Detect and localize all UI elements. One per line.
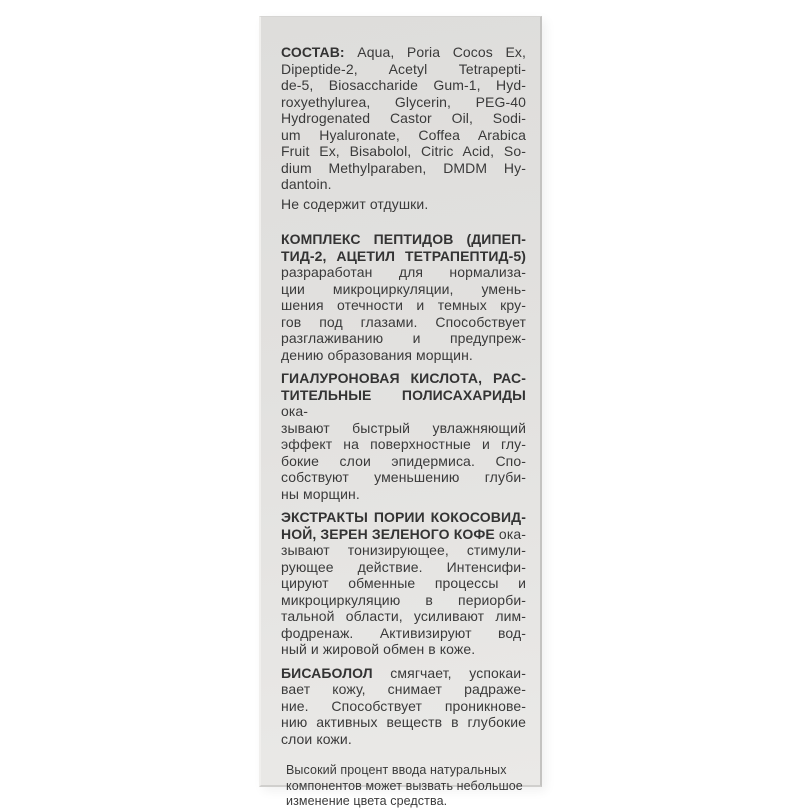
text-line (281, 370, 526, 387)
section-heading: СОСТАВ: (281, 44, 345, 60)
text-line: зывают быстрый увлажняющий (281, 419, 526, 436)
text-line (281, 231, 526, 248)
text-line: фодренаж. Активизируют вод- (281, 624, 526, 641)
section-heading: ТИТЕЛЬНЫЕ ПОЛИСАХАРИДЫ (281, 386, 526, 403)
text-line: вает кожу, снимает радраже- (281, 681, 526, 697)
text-line: НОЙ, ЗЕРЕН ЗЕЛЕНОГО КОФЕ ока- (281, 525, 526, 542)
text-line: разраработан для нормализа- (281, 264, 526, 280)
text-line: Не содержит отдушки. (281, 195, 429, 212)
text-line: СОСТАВ: Aqua, Poria Cocos Ex, (281, 44, 526, 60)
section-heading: ГИАЛУРОНОВАЯ КИСЛОТА, РАС- (281, 370, 526, 386)
text-line (281, 248, 526, 265)
text-line: рующее действие. Интенсифи- (281, 558, 526, 575)
section-heading: ЭКСТРАКТЫ ПОРИИ КОКОСОВИД- (281, 509, 526, 525)
text-line: Hydrogenated Castor Oil, Sodi- (281, 110, 526, 126)
text-line: ние. Способствует проникнове- (281, 697, 526, 714)
text-line: слои кожи. (281, 730, 352, 747)
section-heading: БИСАБОЛОЛ (281, 664, 373, 681)
paragraph-no-fragrance (281, 196, 526, 213)
paragraph-extracts (281, 509, 526, 658)
paragraph-bisabolol (281, 665, 526, 748)
text-line: гов под глазами. Способствует (281, 313, 526, 330)
text-line: микроциркуляцию в периорби- (281, 591, 526, 608)
text-line: dium Methylparaben, DMDM Hy- (281, 159, 526, 176)
paragraph-hyaluronic (281, 370, 526, 502)
text-line: dantoin. (281, 176, 332, 192)
text-line: de-5, Biosaccharide Gum-1, Hyd- (281, 77, 526, 93)
paragraph-peptide-complex (281, 231, 526, 363)
label-panel (259, 16, 542, 808)
paragraph-ingredients (281, 44, 526, 193)
text-line: зывают тонизирующее, стимули- (281, 542, 526, 558)
text-line (281, 509, 526, 526)
text-line: цируют обменные процессы и (281, 575, 526, 591)
text-line: компонентов может вызвать небольшое (286, 778, 523, 793)
text-line: разглаживанию и предупреж- (281, 330, 526, 346)
text-line: Fruit Ex, Bisabolol, Citric Acid, So- (281, 143, 526, 159)
paragraph-color-note (286, 763, 526, 810)
text-line: Высокий процент ввода натуральных (286, 763, 507, 777)
section-heading: НОЙ, ЗЕРЕН ЗЕЛЕНОГО КОФЕ (281, 525, 495, 542)
text-line: тальной области, усиливают лим- (281, 608, 526, 624)
text-line: Dipeptide-2, Acetyl Tetrapepti- (281, 60, 526, 77)
text-line: ны морщин. (281, 485, 360, 502)
text-line: roxyethylurea, Glycerin, PEG-40 (281, 93, 526, 110)
text-line: бокие слои эпидермиса. Спо- (281, 452, 526, 469)
text-line: эффект на поверхностные и глу- (281, 436, 526, 452)
text-line: ТИТЕЛЬНЫЕ ПОЛИСАХАРИДЫ ока- (281, 386, 526, 419)
text-line: шения отечности и темных кру- (281, 297, 526, 313)
label-sections (281, 44, 526, 810)
section-heading: ТИД-2, АЦЕТИЛ ТЕТРАПЕПТИД-5) (281, 247, 526, 264)
text-line: БИСАБОЛОЛ смягчает, успокаи- (281, 664, 526, 681)
text-line: изменение цвета средства. (286, 794, 448, 808)
text-line: ный и жировой обмен в коже. (281, 641, 476, 657)
text-line: нию активных веществ в глубокие (281, 714, 526, 730)
text-line: собствуют уменьшению глуби- (281, 469, 526, 485)
text-line: дению образования морщин. (281, 346, 473, 363)
section-heading: КОМПЛЕКС ПЕПТИДОВ (ДИПЕП- (281, 231, 526, 247)
text-line: ции микроциркуляции, умень- (281, 280, 526, 297)
text-line: um Hyaluronate, Coffea Arabica (281, 126, 526, 143)
